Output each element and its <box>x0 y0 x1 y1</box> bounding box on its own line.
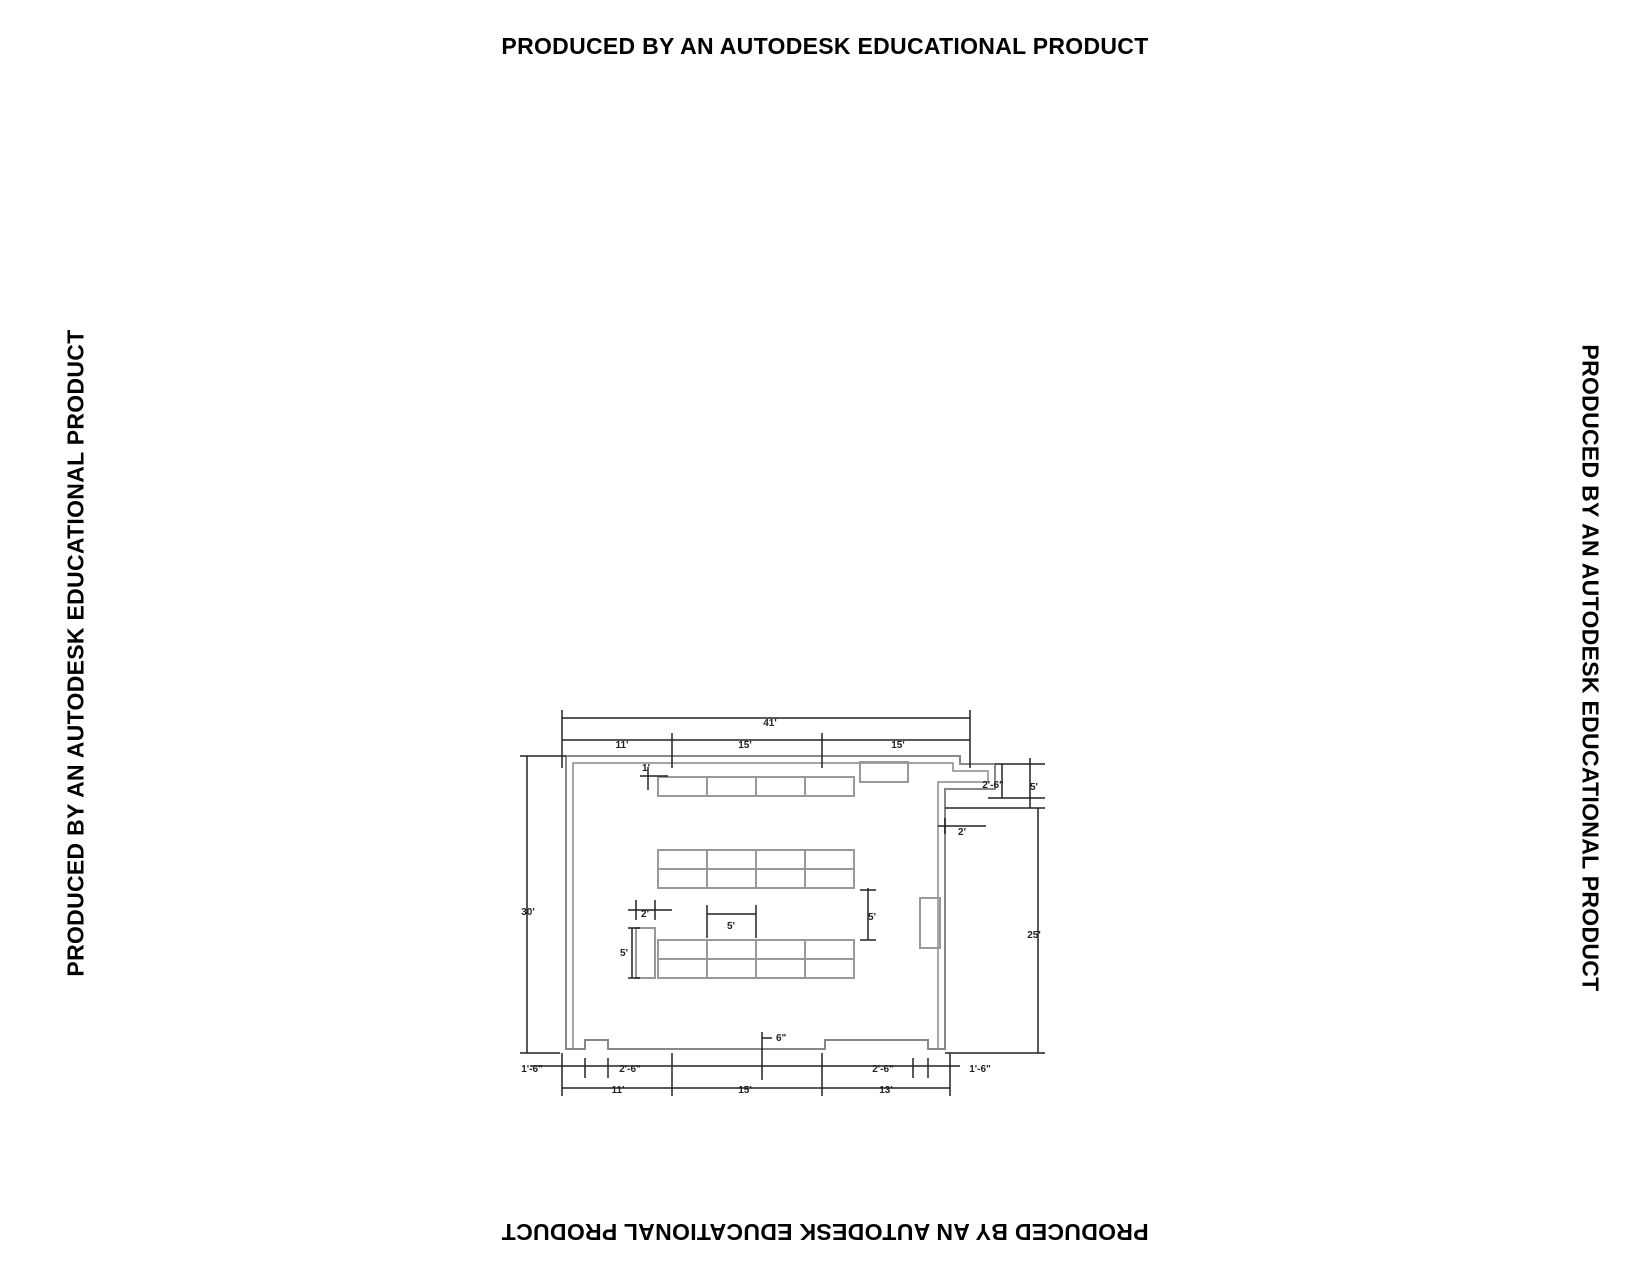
watermark-left: PRODUCED BY AN AUTODESK EDUCATIONAL PRODUCT <box>62 329 89 977</box>
dim-bottom-seg-1: 11' <box>611 1085 625 1096</box>
dim-top-seg-2: 15' <box>738 740 752 751</box>
dim-table-width: 5' <box>727 921 735 932</box>
dim-right-height: 25' <box>1027 930 1041 941</box>
dim-notch-offset: 2' <box>958 827 966 838</box>
dim-notch-height: 5' <box>1030 782 1038 793</box>
watermark-top: PRODUCED BY AN AUTODESK EDUCATIONAL PRODUCT <box>501 33 1149 59</box>
watermark-bottom: PRODUCED BY AN AUTODESK EDUCATIONAL PRODUCT <box>501 1219 1149 1245</box>
dim-jamb-left: 1'-6" <box>521 1064 543 1075</box>
dim-top-seg-1: 11' <box>615 740 629 751</box>
dim-side-table-height: 5' <box>620 948 628 959</box>
dim-cabinet-gap: 1' <box>642 763 650 774</box>
side-table <box>636 928 655 978</box>
dim-door-mid: 6" <box>776 1033 787 1044</box>
dim-top-seg-3: 15' <box>891 740 905 751</box>
teacher-desk <box>920 898 940 948</box>
dim-jamb-right: 1'-6" <box>969 1064 991 1075</box>
desk-row-bottom <box>658 940 854 978</box>
dim-door-right: 2'-6" <box>872 1064 894 1075</box>
dim-left-height: 30' <box>521 907 535 918</box>
dim-row-spacing: 5' <box>868 912 876 923</box>
desk-row-top <box>658 777 854 796</box>
dim-bottom-seg-3: 13' <box>879 1085 893 1096</box>
dim-bottom-seg-2: 15' <box>738 1085 752 1096</box>
cabinet <box>860 762 908 782</box>
dim-side-table-width: 2' <box>641 909 649 920</box>
room-walls <box>566 756 995 1049</box>
dim-door-left: 2'-6" <box>619 1064 641 1075</box>
dim-overall-width: 41' <box>763 718 777 729</box>
watermark-right: PRODUCED BY AN AUTODESK EDUCATIONAL PRODUCT <box>1577 344 1604 992</box>
desk-row-middle <box>658 850 854 888</box>
dim-notch-width: 2'-6" <box>982 780 1004 791</box>
